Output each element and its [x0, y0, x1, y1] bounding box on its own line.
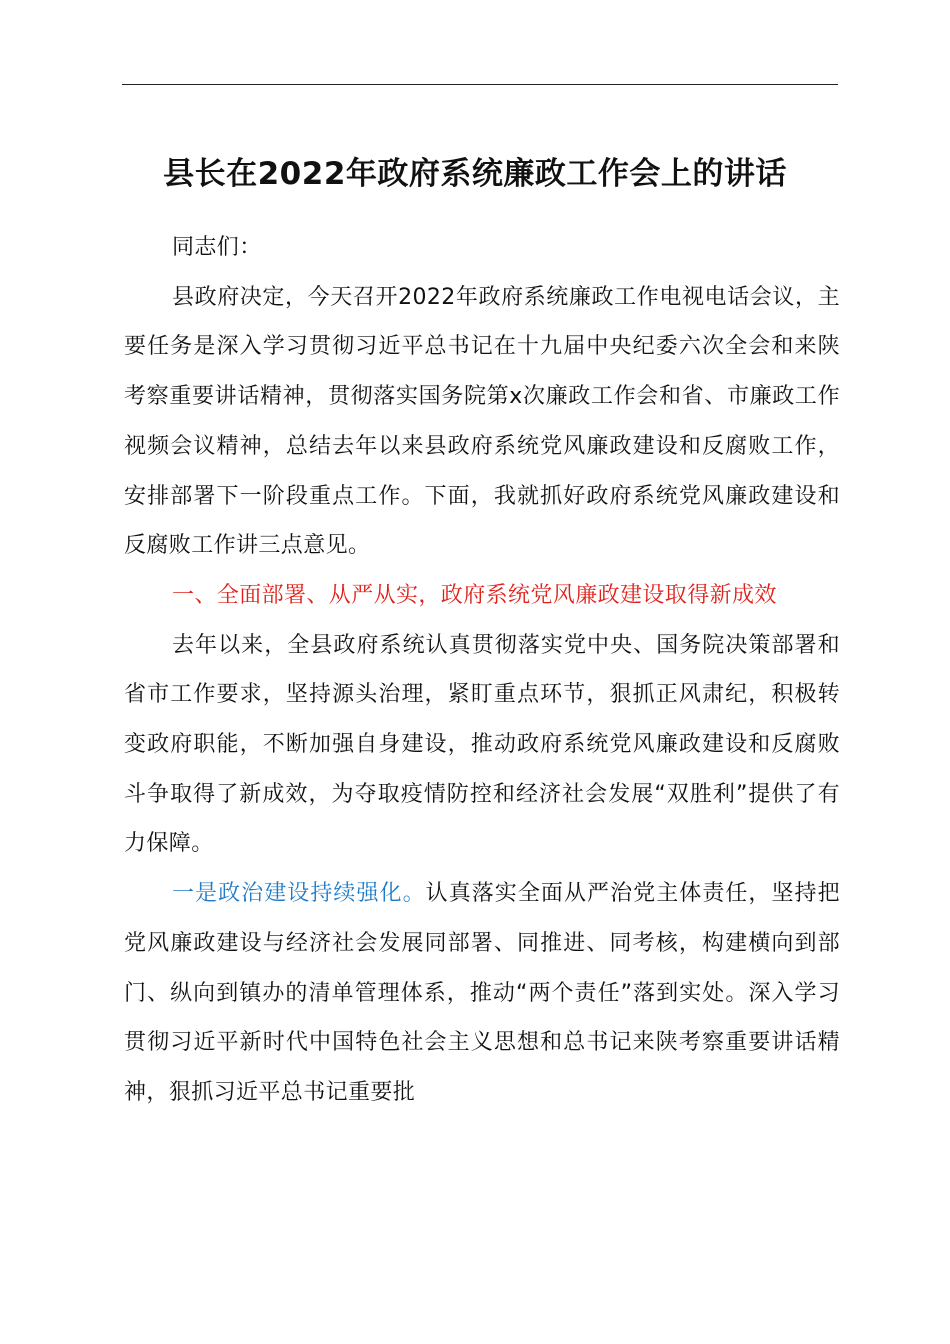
opening-paragraph: 县政府决定，今天召开2022年政府系统廉政工作电视电话会议，主要任务是深入学习贯彻习近平总书记在十九届中央纪委六次全会和来陕考察重要讲话精神，贯彻落实国务院第x次廉政工作会和省、市廉政工作视频会议精神，总结去年以来县政府系统党风廉政建设和反腐败工作，安排部署下一阶段重点工作。下面，我就抓好政府系统党风廉政建设和反腐败工作讲三点意见。	[124, 284, 840, 559]
point-1-text: 认真落实全面从严治党主体责任，坚持把党风廉政建设与经济社会发展同部署、同推进、同考核，构建横向到部门、纵向到镇办的清单管理体系，推动“两个责任”落到实处。深入学习贯彻习近平新时代中国特色社会主义思想和总书记来陕考察重要讲话精神，狠抓习近平总书记重要批	[124, 881, 841, 1105]
document-title: 县长在2022年政府系统廉政工作会上的讲话	[163, 156, 787, 192]
section-1-intro: 去年以来，全县政府系统认真贯彻落实党中央、国务院决策部署和省市工作要求，坚持源头治理，紧盯重点环节，狠抓正风肃纪，积极转变政府职能，不断加强自身建设，推动政府系统党风廉政建设和反腐败斗争取得了新成效，为夺取疫情防控和经济社会发展“双胜利”提供了有力保障。	[124, 632, 840, 857]
section-heading-1: 一、全面部署、从严从实，政府系统党风廉政建设取得新成效	[172, 582, 777, 608]
point-1-lead: 一是政治建设持续强化。	[172, 881, 426, 907]
salutation: 同志们：	[172, 235, 262, 260]
header-rule	[122, 84, 838, 85]
document-body	[124, 223, 840, 1118]
section-1-point-1	[124, 869, 840, 1118]
